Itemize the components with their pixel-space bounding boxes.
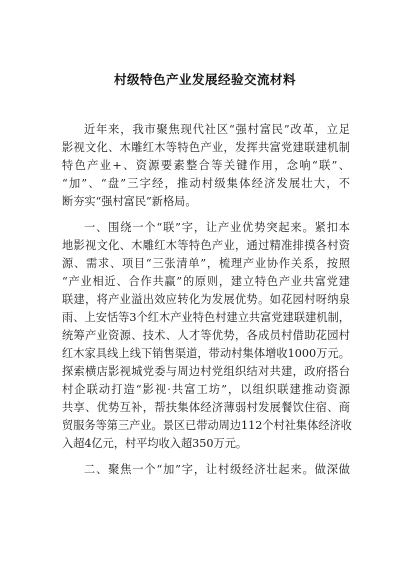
paragraph-line: “加”、“盘”三字经，推动村级集体经济发展壮大，不	[62, 177, 350, 190]
paragraph-line: 共享、优势互补，帮扶集体经济薄弱村发展餐饮住宿、商	[62, 401, 350, 414]
paragraph-line: 探索横店影视城党委与周边村党组织结对共建，政府搭台	[62, 365, 350, 378]
paragraph-line: 村企联动打造“影视·共富工坊”，以组织联建推动资源	[62, 383, 350, 396]
paragraph-line: 贸服务等第三产业。景区已带动周边112个村社集体经济收	[62, 419, 352, 432]
paragraph-line: 雨、上安恬等3个红木产业特色村建立共富党建联建机制，	[62, 311, 350, 324]
paragraph-line: 联建，将产业溢出效应转化为发展优势。如花园村呀纳泉	[62, 293, 350, 306]
paragraph-line: 统筹产业资源、技术、人才等优势，各成员村借助花园村	[62, 329, 350, 342]
paragraph-line: 地影视文化、木雕红木等特色产业，通过精准排摸各村资	[62, 239, 350, 252]
paragraph-line: 入超4亿元，村平均收入超350万元。	[62, 437, 248, 450]
paragraph-line: 近年来，我市聚焦现代社区“强村富民”改革，立足	[84, 123, 350, 136]
document-title: 村级特色产业发展经验交流材料	[113, 72, 296, 87]
paragraph-line: 断夯实“强村富民”新格局。	[62, 195, 197, 208]
paragraph-line: 影视文化、木雕红木等特色产业，发挥共富党建联建机制	[62, 141, 350, 154]
paragraph-line: 源、需求、项目“三张清单”，梳理产业协作关系，按照	[62, 257, 350, 270]
paragraph-line: 二、聚焦一个“加”字，让村级经济壮起来。做深做	[84, 463, 350, 476]
paragraph-line: 红木家具线上线下销售渠道，带动村集体增收1000万元。	[62, 347, 350, 360]
paragraph-line: “产业相近、合作共赢”的原则，建立特色产业共富党建	[62, 275, 350, 288]
paragraph-line: 特色产业+、资源要素整合等关键作用，念响“联”、	[62, 159, 350, 172]
paragraph-line: 一、围绕一个“联”字，让产业优势突起来。紧扣本	[84, 221, 350, 234]
